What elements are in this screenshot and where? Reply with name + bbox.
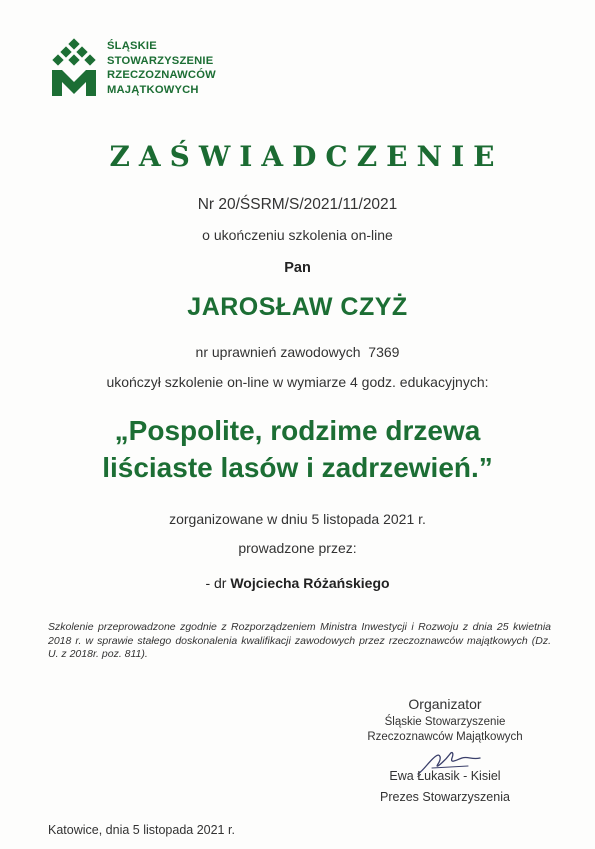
organizer-name-line-2: Rzeczoznawców Majątkowych bbox=[367, 731, 523, 743]
trainer-name: Wojciecha Różańskiego bbox=[230, 575, 390, 591]
organizer-label: Organizator bbox=[408, 696, 482, 712]
salutation: Pan bbox=[284, 260, 311, 276]
logo-line-4: MAJĄTKOWYCH bbox=[107, 83, 199, 96]
place-and-date: Katowice, dnia 5 listopada 2021 r. bbox=[48, 823, 235, 837]
logo-line-2: STOWARZYSZENIE bbox=[107, 54, 214, 67]
certificate-title: ZAŚWIADCZENIE bbox=[109, 140, 504, 173]
trainer-line bbox=[0, 575, 595, 591]
license-label: nr uprawnień zawodowych bbox=[195, 344, 361, 360]
signer-name: Ewa Łukasik - Kisiel bbox=[389, 769, 501, 783]
course-title-line-1: „Pospolite, rodzime drzewa bbox=[114, 415, 481, 446]
legal-basis-note: Szkolenie przeprowadzone zgodnie z Rozporządzeniem Ministra Inwestycji i Rozwoju z dnia 25 kwietnia 2018 r. w sprawie stałego doskonalenia kwalifikacji zawodowych przez rzeczoznawców majątkowych (Dz. U. z 2018r. poz. 811). bbox=[48, 621, 551, 660]
logo-wordmark bbox=[107, 39, 216, 97]
led-by-label: prowadzone przez: bbox=[238, 540, 357, 556]
organizer-name-line-1: Śląskie Stowarzyszenie bbox=[384, 716, 506, 728]
course-title-line-2: liściaste lasów i zadrzewień.” bbox=[102, 452, 493, 483]
trainer-prefix: - dr bbox=[205, 575, 227, 591]
logo-emblem-icon bbox=[50, 36, 98, 98]
signer-role: Prezes Stowarzyszenia bbox=[380, 790, 510, 804]
license-line bbox=[0, 344, 595, 360]
course-title bbox=[0, 412, 595, 486]
certificate-subtitle: o ukończeniu szkolenia on-line bbox=[202, 227, 393, 243]
certificate-number: Nr 20/ŚSRM/S/2021/11/2021 bbox=[197, 196, 398, 213]
license-number: 7369 bbox=[368, 344, 400, 360]
organized-date: zorganizowane w dniu 5 listopada 2021 r. bbox=[169, 511, 426, 527]
logo-line-3: RZECZOZNAWCÓW bbox=[107, 69, 216, 81]
completion-statement: ukończył szkolenie on-line w wymiarze 4 godz. edukacyjnych: bbox=[106, 374, 489, 390]
recipient-name: JAROSŁAW CZYŻ bbox=[187, 293, 408, 321]
logo-line-1: ŚLĄSKIE bbox=[107, 40, 157, 52]
association-logo bbox=[50, 36, 240, 100]
